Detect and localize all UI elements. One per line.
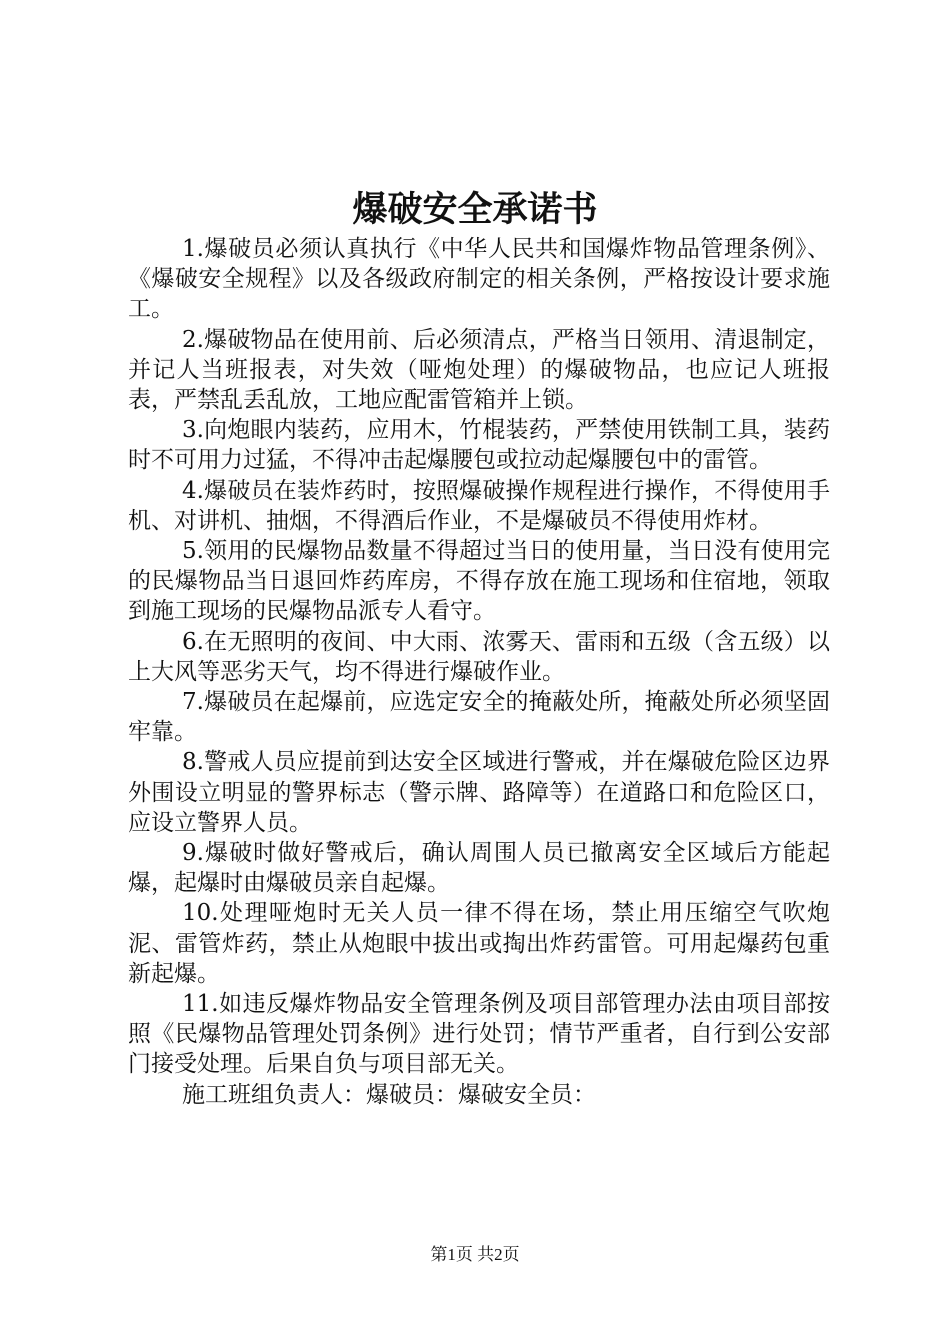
clause-11: 11.如违反爆炸物品安全管理条例及项目部管理办法由项目部按照《民爆物品管理处罚条例》进行处罚；情节严重者，自行到公安部门接受处理。后果自负与项目部无关。 bbox=[128, 991, 830, 1078]
clause-1: 1.爆破员必须认真执行《中华人民共和国爆炸物品管理条例》、《爆破安全规程》以及各级政府制定的相关条例，严格按设计要求施工。 bbox=[128, 236, 830, 323]
clause-2: 2.爆破物品在使用前、后必须清点，严格当日领用、清退制定，并记人当班报表，对失效（哑炮处理）的爆破物品，也应记人班报表，严禁乱丢乱放，工地应配雷管箱并上锁。 bbox=[128, 326, 830, 414]
document-body bbox=[128, 234, 830, 1110]
clause-8: 8.警戒人员应提前到达安全区域进行警戒，并在爆破危险区边界外围设立明显的警界标志（警示牌、路障等）在道路口和危险区口，应设立警界人员。 bbox=[128, 749, 830, 836]
signature-line: 施工班组负责人：爆破员：爆破安全员： bbox=[182, 1081, 596, 1108]
clause-10: 10.处理哑炮时无关人员一律不得在场，禁止用压缩空气吹炮泥、雷管炸药，禁止从炮眼中拔出或掏出炸药雷管。可用起爆药包重新起爆。 bbox=[128, 900, 830, 987]
clause-5: 5.领用的民爆物品数量不得超过当日的使用量，当日没有使用完的民爆物品当日退回炸药库房，不得存放在施工现场和住宿地，领取到施工现场的民爆物品派专人看守。 bbox=[128, 538, 830, 625]
page-title: 爆破安全承诺书 bbox=[352, 189, 598, 230]
clause-9: 9.爆破时做好警戒后，确认周围人员已撤离安全区域后方能起爆，起爆时由爆破员亲自起爆。 bbox=[128, 840, 830, 897]
page-number-footer: 第1页 共2页 bbox=[430, 1245, 520, 1264]
clause-7: 7.爆破员在起爆前，应选定安全的掩蔽处所，掩蔽处所必须坚固牢靠。 bbox=[128, 689, 830, 746]
clause-6: 6.在无照明的夜间、中大雨、浓雾天、雷雨和五级（含五级）以上大风等恶劣天气，均不得进行爆破作业。 bbox=[128, 628, 830, 685]
clause-4: 4.爆破员在装炸药时，按照爆破操作规程进行操作，不得使用手机、对讲机、抽烟，不得酒后作业，不是爆破员不得使用炸材。 bbox=[128, 477, 830, 534]
clause-3: 3.向炮眼内装药，应用木，竹棍装药，严禁使用铁制工具，装药时不可用力过猛，不得冲击起爆腰包或拉动起爆腰包中的雷管。 bbox=[128, 417, 830, 474]
